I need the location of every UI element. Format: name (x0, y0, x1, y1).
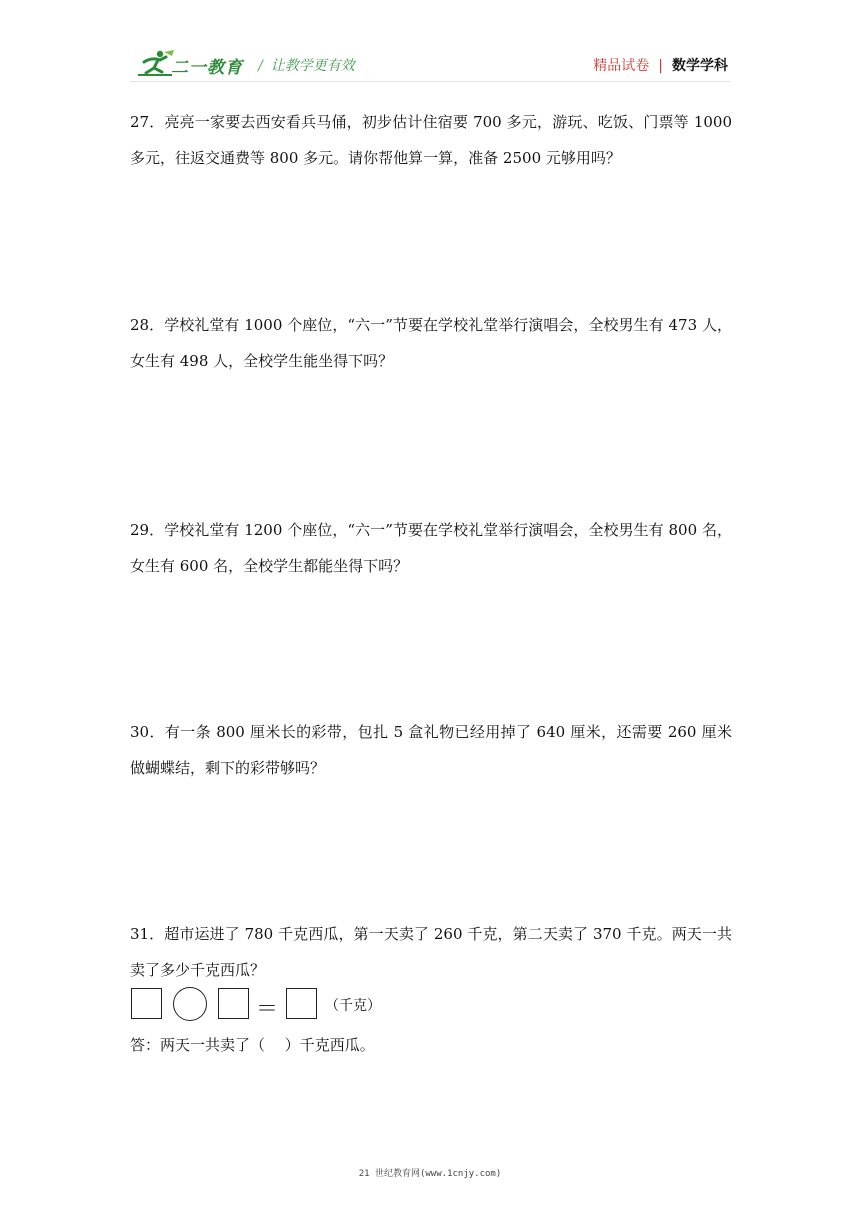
unit-label: （千克） (325, 998, 381, 1014)
brand-name: 二一教育 (171, 58, 243, 78)
question-number: 30． (130, 723, 165, 741)
question-31 (130, 916, 732, 988)
doc-type: 精品试卷 (593, 58, 650, 74)
answer-sentence: 答：两天一共卖了（ ）千克西瓜。 (130, 1036, 375, 1054)
question-number: 27． (130, 113, 165, 131)
question-29 (130, 512, 732, 584)
question-text: 超市运进了 780 千克西瓜，第一天卖了 260 千克，第二天卖了 370 千克。两天一共卖了多少千克西瓜？ (130, 925, 732, 979)
question-28 (130, 307, 732, 379)
header-rule (130, 81, 730, 82)
question-text: 学校礼堂有 1000 个座位，“六一”节要在学校礼堂举行演唱会，全校男生有 473 人，女生有 498 人，全校学生能坐得下吗？ (130, 316, 733, 370)
subject-label: 数学学科 (672, 58, 728, 74)
page-footer: 21 世纪教育网(www.1cnjy.com) (358, 1169, 502, 1179)
operator-circle[interactable] (173, 987, 207, 1021)
question-number: 31． (130, 925, 165, 943)
equation-template (131, 988, 531, 1024)
slogan-separator: / (258, 58, 263, 74)
question-text: 有一条 800 厘米长的彩带，包扎 5 盒礼物已经用掉了 640 厘米，还需要 260 厘米做蝴蝶结，剩下的彩带够吗？ (130, 723, 732, 777)
answer-box-2[interactable] (218, 988, 249, 1019)
page-header (130, 44, 730, 84)
slogan (258, 55, 355, 75)
result-box[interactable] (286, 988, 317, 1019)
question-number: 28． (130, 316, 165, 334)
question-text: 学校礼堂有 1200 个座位，“六一”节要在学校礼堂举行演唱会，全校男生有 800 名，女生有 600 名，全校学生都能坐得下吗？ (130, 521, 733, 575)
header-divider: | (658, 58, 663, 74)
slogan-text: 让教学更有效 (270, 58, 355, 74)
question-27 (130, 104, 732, 176)
question-30 (130, 714, 732, 786)
question-text: 亮亮一家要去西安看兵马俑，初步估计住宿要 700 多元，游玩、吃饭、门票等 1000 多元，往返交通费等 800 多元。请你帮他算一算，准备 2500 元够用吗？ (130, 113, 732, 167)
answer-box-1[interactable] (131, 988, 162, 1019)
header-right (593, 55, 728, 75)
question-number: 29． (130, 521, 165, 539)
equals-sign: ＝ (256, 997, 279, 1022)
